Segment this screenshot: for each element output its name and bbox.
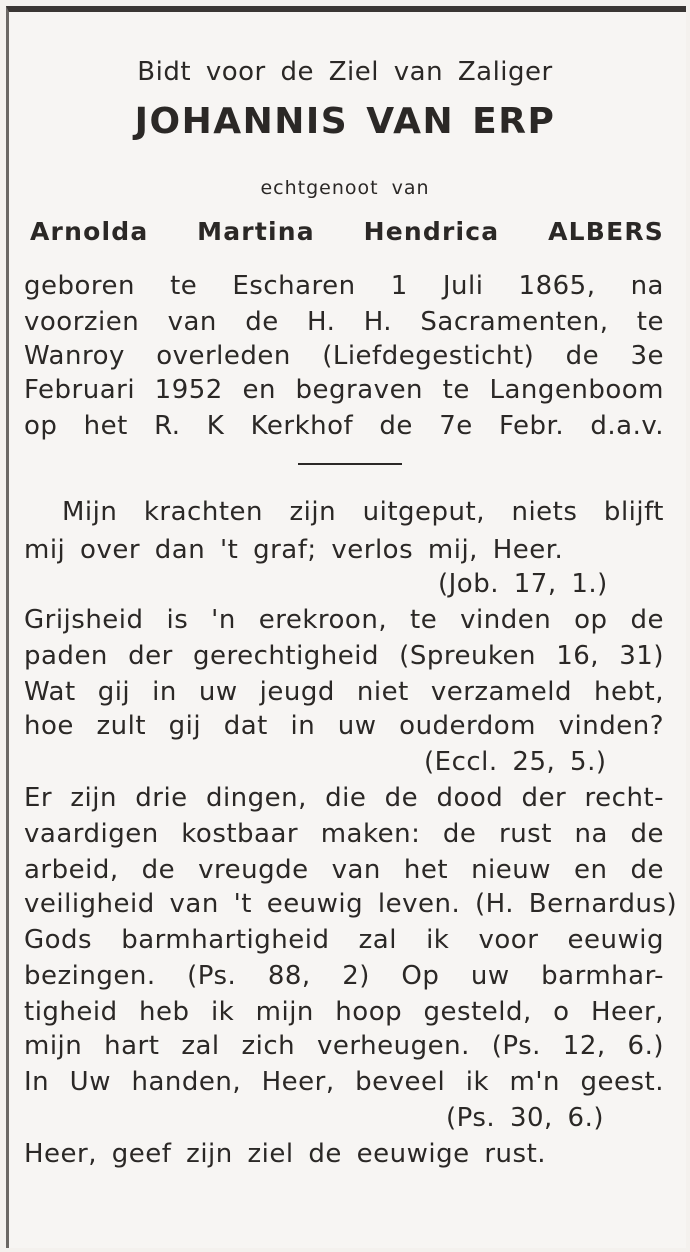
text-line: bezingen. (Ps. 88, 2) Op uw barmhar-: [24, 961, 664, 991]
bio-line: Februari 1952 en begraven te Langenboom: [24, 375, 664, 405]
divider: [298, 463, 402, 465]
citation: (Eccl. 25, 5.): [424, 747, 607, 777]
text-line: hoe zult gij dat in uw ouderdom vinden?: [24, 711, 664, 741]
text-line: paden der gerechtigheid (Spreuken 16, 31): [24, 641, 664, 671]
text-line: Mijn krachten zijn uitgeput, niets blijft: [62, 497, 664, 527]
citation: (Ps. 30, 6.): [446, 1103, 605, 1133]
text-line: arbeid, de vreugde van het nieuw en de: [24, 855, 664, 885]
text-line: tigheid heb ik mijn hoop gesteld, o Heer,: [24, 997, 664, 1027]
text-line: Er zijn drie dingen, die de dood der recht-: [24, 783, 664, 813]
spouse-intro: echtgenoot van: [260, 177, 430, 199]
deceased-name: JOHANNIS VAN ERP: [134, 101, 556, 142]
text-line: vaardigen kostbaar maken: de rust na de: [24, 819, 664, 849]
citation: (Job. 17, 1.): [438, 569, 608, 599]
text-line: Grijsheid is 'n erekroon, te vinden op de: [24, 605, 664, 635]
text-line: mijn hart zal zich verheugen. (Ps. 12, 6.): [24, 1031, 664, 1061]
spouse-name: Arnolda Martina Hendrica ALBERS: [30, 217, 664, 246]
text-line: Wat gij in uw jeugd niet verzameld hebt,: [24, 677, 664, 707]
text-line: veiligheid van 't eeuwig leven. (H. Bernardus): [24, 889, 678, 919]
text-line: Gods barmhartigheid zal ik voor eeuwig: [24, 925, 664, 955]
closing-prayer: Heer, geef zijn ziel de eeuwige rust.: [24, 1139, 547, 1169]
pray-line: Bidt voor de Ziel van Zaliger: [137, 57, 553, 87]
bio-line: Wanroy overleden (Liefdegesticht) de 3e: [24, 341, 664, 371]
bio-line: voorzien van de H. H. Sacramenten, te: [24, 307, 664, 337]
bio-line: op het R. K Kerkhof de 7e Febr. d.a.v.: [24, 411, 664, 441]
text-line: mij over dan 't graf; verlos mij, Heer.: [24, 535, 564, 565]
text-line: In Uw handen, Heer, beveel ik m'n geest.: [24, 1067, 664, 1097]
bio-line: geboren te Escharen 1 Juli 1865, na: [24, 271, 664, 301]
